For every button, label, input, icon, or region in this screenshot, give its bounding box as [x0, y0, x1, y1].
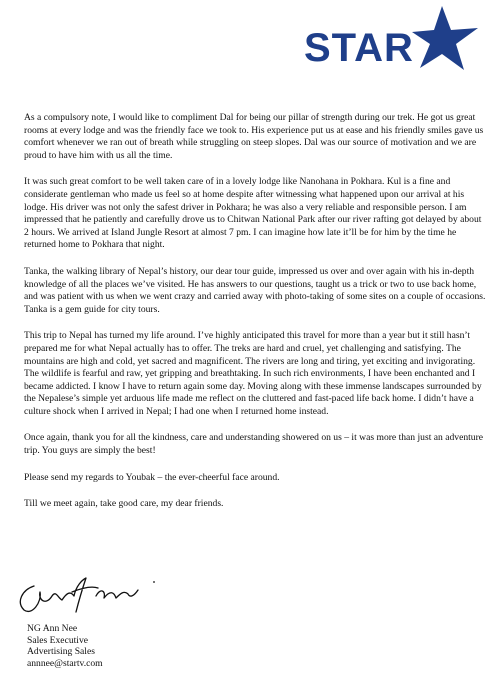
signer-email: annnee@startv.com: [27, 657, 103, 669]
letter-body: [24, 112, 488, 525]
star-icon: [412, 4, 488, 80]
paragraph-dal: As a compulsory note, I would like to compliment Dal for being our pillar of strength during our trek. He got us great rooms at every lodge and was the friendly face we took to. His experience put us at ease and his friendly smiles gave us comfort whenever we ran out of breath while struggling on steep slopes. Dal was our source of motivation and we are proud to have him with us all the time.: [24, 112, 484, 161]
star-logo: [300, 4, 490, 80]
signer-block: [27, 623, 227, 669]
closing-line: Till we meet again, take good care, my dear friends.: [24, 498, 224, 510]
paragraph-kul: It was such great comfort to be well taken care of in a lovely lodge like Nanohana in Pokhara. Kul is a fine and considerate gentleman who made us feel so at home despite after witnessing what happened upon our arrival at his lodge. His driver was not only the safest driver in Pokhara; he was also a very reliable and responsible person. I am impressed that he patiently and carefully drove us to Chitwan National Park after our river rafting got delayed by about 2 hours. We arrived at Island Jungle Resort at almost 7 pm. I can imagine how late it’ll be for him by the time he returned home to Pokhara that night.: [24, 176, 482, 251]
logo-wordmark: STAR: [304, 26, 414, 70]
signer-name: NG Ann Nee: [27, 623, 78, 634]
signer-department: Advertising Sales: [27, 646, 95, 658]
paragraph-regards: Please send my regards to Youbak – the ever-cheerful face around.: [24, 471, 280, 483]
handwritten-signature: [12, 572, 172, 618]
paragraph-thanks: Once again, thank you for all the kindness, care and understanding showered on us – it was more than just an adventure trip. You guys are simply the best!: [24, 432, 484, 457]
paragraph-trip: This trip to Nepal has turned my life around. I’ve highly anticipated this travel for more than a year but it still hasn’t prepared me for what Nepal actually has to offer. The treks are hard and cruel, yet challenging and satisfying. The mountains are high and cold, yet sacred and magnificent. The rivers are long and tiring, yet exciting and invigorating. The wildlife is fearful and raw, yet gripping and breathtaking. In such rich environments, I have been enchanted and I became addicted. I know I have to return again some day. Moving along with these immense landscapes surrounded by the Nepalese’s simple yet arduous life made me reflect on the cluttered and fast-paced life back home. I didn’t have a culture shock when I arrived in Nepal; I had one when I returned home instead.: [24, 330, 482, 417]
paragraph-tanka: Tanka, the walking library of Nepal’s history, our dear tour guide, impressed us over and over again with his in-depth knowledge of all the places we’ve visited. He has answers to our questions, taught us a trick or two to use back home, and was patient with us when we went crazy and carried away with photo-taking of some sites on a couple of occasions. Tanka is a gem guide for city tours.: [24, 265, 486, 315]
signer-title: Sales Executive: [27, 634, 89, 646]
